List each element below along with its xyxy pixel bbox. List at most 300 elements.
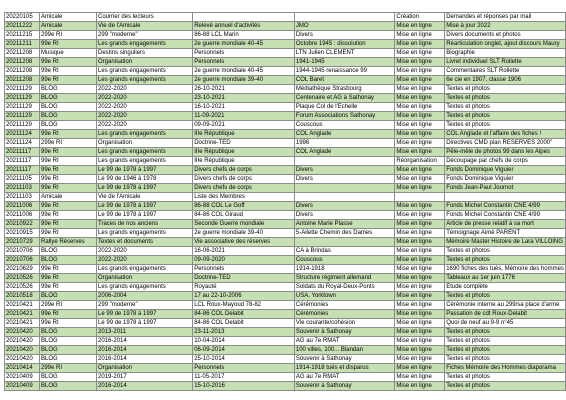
cell-status[interactable]: Mise en ligne (395, 328, 445, 337)
cell-date[interactable]: 20210706 (5, 256, 40, 265)
cell-subsection[interactable]: Personnels (193, 49, 295, 58)
cell-date[interactable]: 20211222 (5, 22, 40, 31)
cell-description[interactable]: Textes et photos (445, 292, 566, 301)
cell-subsection[interactable]: Divers chefs de corps (193, 184, 295, 193)
cell-description[interactable]: Cérémonie interne au 299/sa place d'arme (445, 301, 566, 310)
cell-date[interactable]: 20211006 (5, 211, 40, 220)
cell-description[interactable]: Article de presse relatif à sa mort (445, 220, 566, 229)
cell-description[interactable]: Textes et photos (445, 121, 566, 130)
cell-date[interactable]: 20211124 (5, 130, 40, 139)
cell-date[interactable]: 20210414 (5, 364, 40, 373)
cell-section[interactable]: Le 99 de 1978 à 1997 (97, 166, 193, 175)
cell-description[interactable]: Quoi de neuf au 9-9 n°45 (445, 319, 566, 328)
cell-description[interactable]: 1690 fiches des tués, Mémoire des hommes (446, 266, 564, 272)
cell-subsection[interactable]: Royauté (193, 283, 295, 292)
cell-date[interactable]: 20211117 (5, 166, 40, 175)
cell-date[interactable]: 20211208 (5, 67, 40, 76)
cell-topic[interactable]: Cérémonies (294, 301, 395, 310)
cell-subsection[interactable]: 2e guerre mondiale 39-40 (193, 76, 295, 85)
cell-subsection[interactable]: 16-06-2021 (193, 247, 295, 256)
cell-topic[interactable]: Couscous (294, 121, 395, 130)
cell-subsection[interactable]: Divers chefs de corps (193, 175, 295, 184)
cell-subsection[interactable]: Seconde Guerre mondiale (193, 220, 295, 229)
cell-description[interactable]: Commentaires SLT Roilette (445, 67, 566, 76)
cell-date[interactable]: 20210421 (5, 310, 40, 319)
cell-date[interactable]: 20210421 (5, 319, 40, 328)
cell-description[interactable]: Textes et photos (445, 346, 566, 355)
cell-description[interactable]: Mémoire Master Histoire de Lara VILLOING (445, 238, 566, 247)
cell-section[interactable]: Les grands engagements (97, 40, 193, 49)
cell-status[interactable]: Réorganisation (395, 157, 445, 166)
cell-unit[interactable]: BLOG (39, 85, 96, 94)
cell-status[interactable]: Mise en ligne (395, 220, 445, 229)
cell-unit[interactable]: 99e RI (39, 274, 96, 283)
header-cell-section[interactable]: Courrier des lecteurs (97, 13, 193, 22)
cell-unit[interactable]: BLOG (39, 337, 96, 346)
cell-description[interactable]: Directives CMD plan RESERVES 2000" (445, 139, 566, 148)
cell-status[interactable]: Mise en ligne (395, 310, 445, 319)
cell-topic[interactable]: Divers (294, 175, 395, 184)
cell-status[interactable]: Mise en ligne (395, 166, 445, 175)
cell-topic[interactable] (294, 238, 395, 247)
cell-status[interactable]: Mise en ligne (395, 319, 445, 328)
cell-description[interactable]: Fonds Michel Constantin CNE 4/99 (445, 211, 566, 220)
cell-date[interactable]: 20210706 (5, 247, 40, 256)
cell-description[interactable]: Textes et photos (445, 247, 566, 256)
cell-topic[interactable]: LTN Julien CLEMENT (294, 49, 395, 58)
cell-subsection[interactable]: 23-10-2021 (193, 94, 295, 103)
cell-description[interactable]: Textes et photos (445, 382, 566, 391)
cell-date[interactable]: 20211215 (5, 31, 40, 40)
cell-status[interactable]: Mise en ligne (395, 94, 445, 103)
cell-topic[interactable]: Structure régiment allemand (294, 274, 395, 283)
cell-topic[interactable]: 1914-1918 tués et disparus (294, 364, 395, 373)
cell-section[interactable]: Les grands engagements (97, 130, 193, 139)
cell-unit[interactable]: 99e RI (39, 265, 96, 274)
cell-topic[interactable]: 1996 (294, 139, 395, 148)
cell-subsection[interactable]: 2e guerre mondiale 40-45 (193, 67, 295, 76)
cell-section[interactable]: 2016-2014 (97, 382, 193, 391)
cell-status[interactable]: Mise en ligne (395, 58, 445, 67)
cell-topic[interactable]: 1914-1918 (294, 265, 395, 274)
cell-subsection[interactable]: 84-86 COL Delabit (193, 319, 295, 328)
cell-unit[interactable]: 299e RI (39, 31, 96, 40)
cell-section[interactable]: 2022-2020 (97, 121, 193, 130)
cell-topic[interactable]: Souvenir à Sathonay (294, 328, 395, 337)
cell-description[interactable]: Réarticulation onglet, ajout discours Maury (445, 40, 566, 49)
cell-description[interactable]: Passation de cdt Roux-Delabit (445, 310, 566, 319)
cell-status[interactable]: Mise en ligne (395, 382, 445, 391)
cell-date[interactable]: 20211208 (5, 76, 40, 85)
cell-section[interactable]: Les grands engagements (97, 283, 193, 292)
cell-subsection[interactable]: 2e guerre mondiale 40-45 (193, 40, 295, 49)
cell-section[interactable]: Vie de l'Amicale (97, 22, 193, 31)
cell-description[interactable]: Textes et photos (445, 85, 566, 94)
cell-unit[interactable]: Musique (39, 49, 96, 58)
header-cell-topic[interactable] (294, 13, 395, 22)
cell-section[interactable]: Le 99 de 1978 à 1997 (97, 202, 193, 211)
cell-subsection[interactable]: Doctrine-TED (193, 274, 295, 283)
cell-unit[interactable]: BLOG (39, 121, 96, 130)
cell-unit[interactable]: BLOG (39, 103, 96, 112)
cell-subsection[interactable]: 11-09-2021 (193, 112, 295, 121)
cell-unit[interactable]: 99e RI (39, 40, 96, 49)
cell-topic[interactable]: Centenaire et AG à Sathonay (294, 94, 395, 103)
cell-date[interactable]: 20210420 (5, 346, 40, 355)
cell-description[interactable]: Divers documents et photos (445, 31, 566, 40)
cell-unit[interactable]: 99e RI (39, 220, 96, 229)
cell-description[interactable]: Fonds Jean-Paul Journot (445, 184, 566, 193)
cell-topic[interactable]: Vie courante/cohésion (294, 319, 395, 328)
cell-date[interactable]: 20211208 (5, 49, 40, 58)
cell-status[interactable]: Mise en ligne (395, 202, 445, 211)
cell-status[interactable]: Mise en ligne (395, 238, 445, 247)
cell-status[interactable]: Mise en ligne (395, 67, 445, 76)
cell-description[interactable]: Textes et photos (445, 256, 566, 265)
table-row (5, 220, 566, 229)
cell-description[interactable]: Textes et photos (445, 103, 566, 112)
cell-section[interactable]: 2022-2020 (97, 103, 193, 112)
cell-unit[interactable]: 99e RI (39, 157, 96, 166)
cell-subsection[interactable]: 09-09-2020 (193, 256, 295, 265)
cell-unit[interactable]: 99e RI (39, 319, 96, 328)
cell-date[interactable]: 20210922 (5, 220, 40, 229)
cell-date[interactable]: 20210420 (5, 328, 40, 337)
cell-subsection[interactable]: 2e guerre mondiale 39-40 (193, 229, 295, 238)
cell-description[interactable]: Fonds Dominique Viguier (445, 175, 566, 184)
cell-description[interactable]: Fonds Dominique Viguier (445, 166, 566, 175)
cell-topic[interactable]: 1941-1945 (294, 58, 395, 67)
cell-unit[interactable]: 99e RI (39, 310, 96, 319)
cell-subsection[interactable]: IIIe République (193, 157, 295, 166)
cell-status[interactable]: Mise en ligne (395, 373, 445, 382)
cell-unit[interactable]: 299e RI (39, 364, 96, 373)
cell-topic[interactable] (294, 184, 395, 193)
cell-subsection[interactable]: Vie associative des réserves (193, 238, 295, 247)
cell-status[interactable]: Mise en ligne (395, 112, 445, 121)
cell-section[interactable]: Textes et documents (97, 238, 193, 247)
cell-status[interactable]: Mise en ligne (395, 292, 445, 301)
cell-status[interactable]: Mise en ligne (395, 148, 445, 157)
cell-subsection[interactable]: 84-86 COL Delabit (193, 310, 295, 319)
cell-section[interactable]: Le 99 de 1978 à 1997 (97, 211, 193, 220)
cell-date[interactable]: 20210409 (5, 382, 40, 391)
cell-subsection[interactable]: 15-10-2016 (193, 382, 295, 391)
cell-status[interactable]: Mise en ligne (395, 355, 445, 364)
cell-description[interactable]: Etude complète (445, 283, 566, 292)
cell-description[interactable]: Témoignage Aimé PARENT (445, 229, 566, 238)
cell-date[interactable]: 20211117 (5, 157, 40, 166)
cell-unit[interactable]: 299e RI (39, 139, 96, 148)
cell-unit[interactable]: BLOG (39, 247, 96, 256)
cell-status[interactable]: Mise en ligne (395, 103, 445, 112)
cell-description[interactable] (445, 193, 566, 202)
cell-section[interactable]: 2022-2020 (97, 112, 193, 121)
cell-topic[interactable]: Divers (294, 211, 395, 220)
cell-unit[interactable]: BLOG (39, 355, 96, 364)
cell-topic[interactable]: Cérémonies (294, 310, 395, 319)
cell-date[interactable]: 20210420 (5, 355, 40, 364)
cell-unit[interactable]: Amicale (39, 22, 96, 31)
cell-subsection[interactable]: 11-05-2017 (193, 373, 295, 382)
cell-subsection[interactable]: IIIe République (193, 148, 295, 157)
table-row (5, 355, 566, 364)
cell-unit[interactable]: BLOG (39, 346, 96, 355)
cell-section[interactable]: 2016-2014 (97, 355, 193, 364)
cell-description[interactable]: 6e cie en 1907, classe 1906 (445, 76, 566, 85)
cell-topic[interactable]: Antoine Marie Plasse (294, 220, 395, 229)
header-cell-unit[interactable]: Amicale (39, 13, 96, 22)
cell-status[interactable] (395, 193, 445, 202)
cell-status[interactable]: Mise en ligne (395, 265, 445, 274)
cell-status[interactable]: Mise en ligne (395, 256, 445, 265)
cell-status[interactable]: Mise en ligne (395, 337, 445, 346)
cell-section[interactable]: Traces de nos anciens (97, 220, 193, 229)
cell-status[interactable]: Mise en ligne (395, 76, 445, 85)
cell-subsection[interactable]: Relevé annuel d'activités (193, 22, 295, 31)
cell-description[interactable]: Textes et photos (445, 355, 566, 364)
cell-subsection[interactable]: 25-10-2014 (193, 355, 295, 364)
cell-topic[interactable]: COL Baret (294, 76, 395, 85)
cell-status[interactable]: Mise en ligne (395, 283, 445, 292)
cell-date[interactable]: 20211208 (5, 58, 40, 67)
cell-unit[interactable]: 99e RI (39, 130, 96, 139)
cell-topic[interactable]: USA, Yorktown (294, 292, 395, 301)
cell-topic[interactable]: Soldats du Royal-Deux-Ponts (294, 283, 395, 292)
cell-section[interactable]: Les grands engagements (97, 148, 193, 157)
header-cell-status[interactable]: Création (395, 13, 445, 22)
cell-status[interactable]: Mise en ligne (395, 175, 445, 184)
cell-status[interactable]: Mise en ligne (395, 139, 445, 148)
cell-date[interactable]: 20210421 (5, 301, 40, 310)
table-row (5, 103, 566, 112)
cell-section[interactable]: 299 "moderne" (97, 301, 193, 310)
cell-subsection[interactable]: 84-86 COL Giraud (193, 211, 295, 220)
cell-subsection[interactable]: 86-88 LCL Marin (193, 31, 295, 40)
cell-status[interactable]: Mise en ligne (395, 121, 445, 130)
cell-unit[interactable]: Rallye Réserves (39, 238, 96, 247)
cell-topic[interactable]: CA à Brindas (294, 247, 395, 256)
cell-topic[interactable]: Divers (294, 31, 395, 40)
cell-unit[interactable]: 99e RI (39, 229, 96, 238)
cell-subsection[interactable]: 17 au 22-10-2006 (193, 292, 295, 301)
cell-section[interactable]: Les grands engagements (97, 157, 193, 166)
header-cell-date[interactable]: 20220105 (5, 13, 40, 22)
cell-topic[interactable] (294, 193, 395, 202)
cell-status[interactable]: Mise en ligne (395, 40, 445, 49)
cell-status[interactable]: Mise en ligne (395, 85, 445, 94)
cell-section[interactable]: Les grands engagements (97, 265, 193, 274)
cell-unit[interactable]: BLOG (39, 94, 96, 103)
cell-topic[interactable]: 100 villes, 100... Blandan (294, 346, 395, 355)
cell-date[interactable]: 20210518 (5, 292, 40, 301)
cell-subsection[interactable]: Divers chefs de corps (193, 166, 295, 175)
cell-subsection[interactable]: 10-04-2014 (193, 337, 295, 346)
cell-subsection[interactable]: Doctrine-TED (193, 139, 295, 148)
cell-status[interactable]: Mise en ligne (395, 346, 445, 355)
cell-topic[interactable]: Médiathèque Strasbourg (294, 85, 395, 94)
cell-description[interactable]: Textes et photos (445, 373, 566, 382)
cell-topic[interactable]: 5-Ailette Chemin des Dames (294, 229, 395, 238)
cell-date[interactable]: 20211211 (5, 40, 40, 49)
cell-subsection[interactable]: LCL Roux-Mayoud 78-82 (193, 301, 295, 310)
cell-date[interactable]: 20211129 (5, 112, 40, 121)
cell-topic[interactable]: COL Anglade (294, 130, 395, 139)
cell-topic[interactable]: AG au 7e RMAT (294, 373, 395, 382)
cell-section[interactable]: 2016-2014 (97, 337, 193, 346)
cell-date[interactable]: 20210409 (5, 373, 40, 382)
cell-description[interactable]: Textes et photos (445, 337, 566, 346)
cell-topic[interactable]: Forum Associations Sathonay (294, 112, 395, 121)
cell-section[interactable]: 2022-2020 (97, 247, 193, 256)
cell-section[interactable]: Le 99 de 1978 à 1997 (97, 184, 193, 193)
cell-unit[interactable]: 99e RI (39, 148, 96, 157)
cell-unit[interactable]: BLOG (39, 373, 96, 382)
table-row (5, 265, 566, 274)
cell-unit[interactable]: 99e RI (39, 76, 96, 85)
cell-status[interactable]: Mise en ligne (395, 22, 445, 31)
cell-topic[interactable]: Octobre 1945 : dissolution (294, 40, 395, 49)
cell-section[interactable]: Le 99 de 1946 à 1978 (97, 175, 193, 184)
cell-section[interactable]: 2019-2017 (97, 373, 193, 382)
cell-description[interactable]: Textes et photos (445, 112, 566, 121)
cell-unit[interactable]: Amicale (39, 193, 96, 202)
cell-topic[interactable]: Souvenir à Sathonay (294, 382, 395, 391)
cell-date[interactable]: 20211103 (5, 184, 40, 193)
cell-date[interactable]: 20210526 (5, 274, 40, 283)
cell-date[interactable]: 20211129 (5, 103, 40, 112)
cell-status[interactable]: Mise en ligne (395, 130, 445, 139)
cell-status[interactable]: Mise en ligne (395, 301, 445, 310)
cell-unit[interactable]: 99e RI (39, 58, 96, 67)
cell-description[interactable]: Livret individuel SLT Roilette (445, 58, 566, 67)
header-cell-subsection[interactable] (193, 13, 295, 22)
cell-date[interactable]: 20211124 (5, 139, 40, 148)
cell-section[interactable]: Destins singuliers (97, 49, 193, 58)
cell-topic[interactable]: AG au 7e RMAT (294, 337, 395, 346)
cell-status[interactable]: Mise en ligne (395, 229, 445, 238)
cell-description[interactable]: Tableaux au 1er juin 1776 (445, 274, 566, 283)
cell-section[interactable]: Organisation (97, 364, 193, 373)
cell-section[interactable]: Organisation (97, 139, 193, 148)
cell-date[interactable]: 20211117 (5, 148, 40, 157)
cell-unit[interactable]: BLOG (39, 382, 96, 391)
cell-section[interactable]: 2022-2020 (97, 256, 193, 265)
cell-section[interactable]: Le 99 de 1978 à 1997 (97, 319, 193, 328)
cell-unit[interactable]: 99e RI (39, 175, 96, 184)
cell-section[interactable]: Les grands engagements (97, 76, 193, 85)
cell-description[interactable]: Découpage par chefs de corps (445, 157, 566, 166)
cell-date[interactable]: 20210629 (5, 265, 40, 274)
cell-topic[interactable]: Couscous (294, 256, 395, 265)
cell-subsection[interactable]: 16-10-2021 (193, 103, 295, 112)
cell-unit[interactable]: BLOG (39, 328, 96, 337)
cell-description[interactable]: Mise à jour 2022 (445, 22, 566, 31)
cell-description[interactable]: Pêle-mêle de photos 99 dans les Alpes (445, 148, 566, 157)
cell-status[interactable]: Mise en ligne (395, 364, 445, 373)
cell-unit[interactable]: 99e RI (39, 211, 96, 220)
header-cell-description[interactable]: Demandes et réponses par mail (445, 13, 566, 22)
cell-date[interactable]: 20211103 (5, 193, 40, 202)
cell-topic[interactable]: 1944-1945 renaissance 99 (294, 67, 395, 76)
cell-topic[interactable]: COL Anglade (294, 148, 395, 157)
cell-description[interactable]: COL Anglade et l'affaire des fiches ! (445, 130, 566, 139)
cell-unit[interactable]: 99e RI (39, 283, 96, 292)
cell-section[interactable]: Les grands engagements (97, 67, 193, 76)
cell-description[interactable]: Fonds Michel Constantin CNE 4/99 (445, 202, 566, 211)
cell-subsection[interactable]: Personnels (193, 58, 295, 67)
cell-subsection[interactable]: IIIe République (193, 130, 295, 139)
cell-date[interactable]: 20210420 (5, 337, 40, 346)
cell-section[interactable]: 299 "moderne" (97, 31, 193, 40)
cell-status[interactable]: Mise en ligne (395, 247, 445, 256)
cell-unit[interactable]: 99e RI (39, 67, 96, 76)
cell-topic[interactable]: Plaque Col de l'Echelle (294, 103, 395, 112)
cell-topic[interactable]: Divers (294, 202, 395, 211)
cell-subsection[interactable]: Personnels (193, 265, 295, 274)
table-row (5, 256, 566, 265)
cell-section[interactable]: Les grands engagements (97, 229, 193, 238)
cell-subsection[interactable]: 06-09-2014 (193, 346, 295, 355)
cell-unit[interactable]: 299e RI (39, 301, 96, 310)
cell-date[interactable]: 20211129 (5, 85, 40, 94)
cell-unit[interactable]: 99e RI (39, 184, 96, 193)
cell-date[interactable]: 20211006 (5, 202, 40, 211)
cell-status[interactable]: Mise en ligne (395, 211, 445, 220)
cell-date[interactable]: 20211129 (5, 121, 40, 130)
cell-section[interactable]: 2022-2020 (97, 94, 193, 103)
cell-unit[interactable]: 99e RI (39, 202, 96, 211)
cell-date[interactable]: 20210729 (5, 238, 40, 247)
cell-section[interactable]: 2006-2004 (97, 292, 193, 301)
cell-section[interactable]: Vie de l'Amicale (97, 193, 193, 202)
cell-topic[interactable]: Souvenir à Sathonay (294, 355, 395, 364)
cell-unit[interactable]: BLOG (39, 256, 96, 265)
cell-topic[interactable] (294, 157, 395, 166)
cell-section[interactable]: Organisation (97, 58, 193, 67)
cell-description[interactable]: Biographie (445, 49, 566, 58)
cell-subsection[interactable]: Personnels (193, 364, 295, 373)
cell-section[interactable]: Le 99 de 1978 à 1997 (97, 310, 193, 319)
cell-subsection[interactable]: Liste des Membres (193, 193, 295, 202)
cell-topic[interactable]: Divers (294, 166, 395, 175)
cell-status[interactable]: Mise en ligne (395, 31, 445, 40)
cell-subsection[interactable]: 23-11-2013 (193, 328, 295, 337)
cell-description[interactable]: Textes et photos (445, 328, 566, 337)
cell-status[interactable]: Mise en ligne (395, 49, 445, 58)
cell-date[interactable]: 20211129 (5, 94, 40, 103)
cell-date[interactable]: 20210526 (5, 283, 40, 292)
cell-section[interactable]: Organisation (97, 274, 193, 283)
cell-unit[interactable]: BLOG (39, 292, 96, 301)
cell-subsection[interactable]: 26-10-2021 (193, 85, 295, 94)
cell-section[interactable]: 2022-2020 (97, 85, 193, 94)
cell-description[interactable]: Textes et photos (445, 94, 566, 103)
cell-subsection[interactable]: 09-09-2021 (193, 121, 295, 130)
cell-status[interactable]: Mise en ligne (395, 274, 445, 283)
cell-section[interactable]: 2016-2014 (97, 346, 193, 355)
cell-date[interactable]: 20211105 (5, 175, 40, 184)
cell-unit[interactable]: BLOG (39, 112, 96, 121)
cell-topic[interactable]: JMO (294, 22, 395, 31)
table-row (5, 112, 566, 121)
cell-date[interactable]: 20210915 (5, 229, 40, 238)
cell-section[interactable]: 2013-2011 (97, 328, 193, 337)
cell-unit[interactable]: 99e RI (39, 166, 96, 175)
cell-description[interactable]: Fiches Mémoire des Hommes diaporama (445, 364, 566, 373)
cell-status[interactable]: Mise en ligne (395, 184, 445, 193)
cell-subsection[interactable]: 86-88 COL Le Goff (193, 202, 295, 211)
